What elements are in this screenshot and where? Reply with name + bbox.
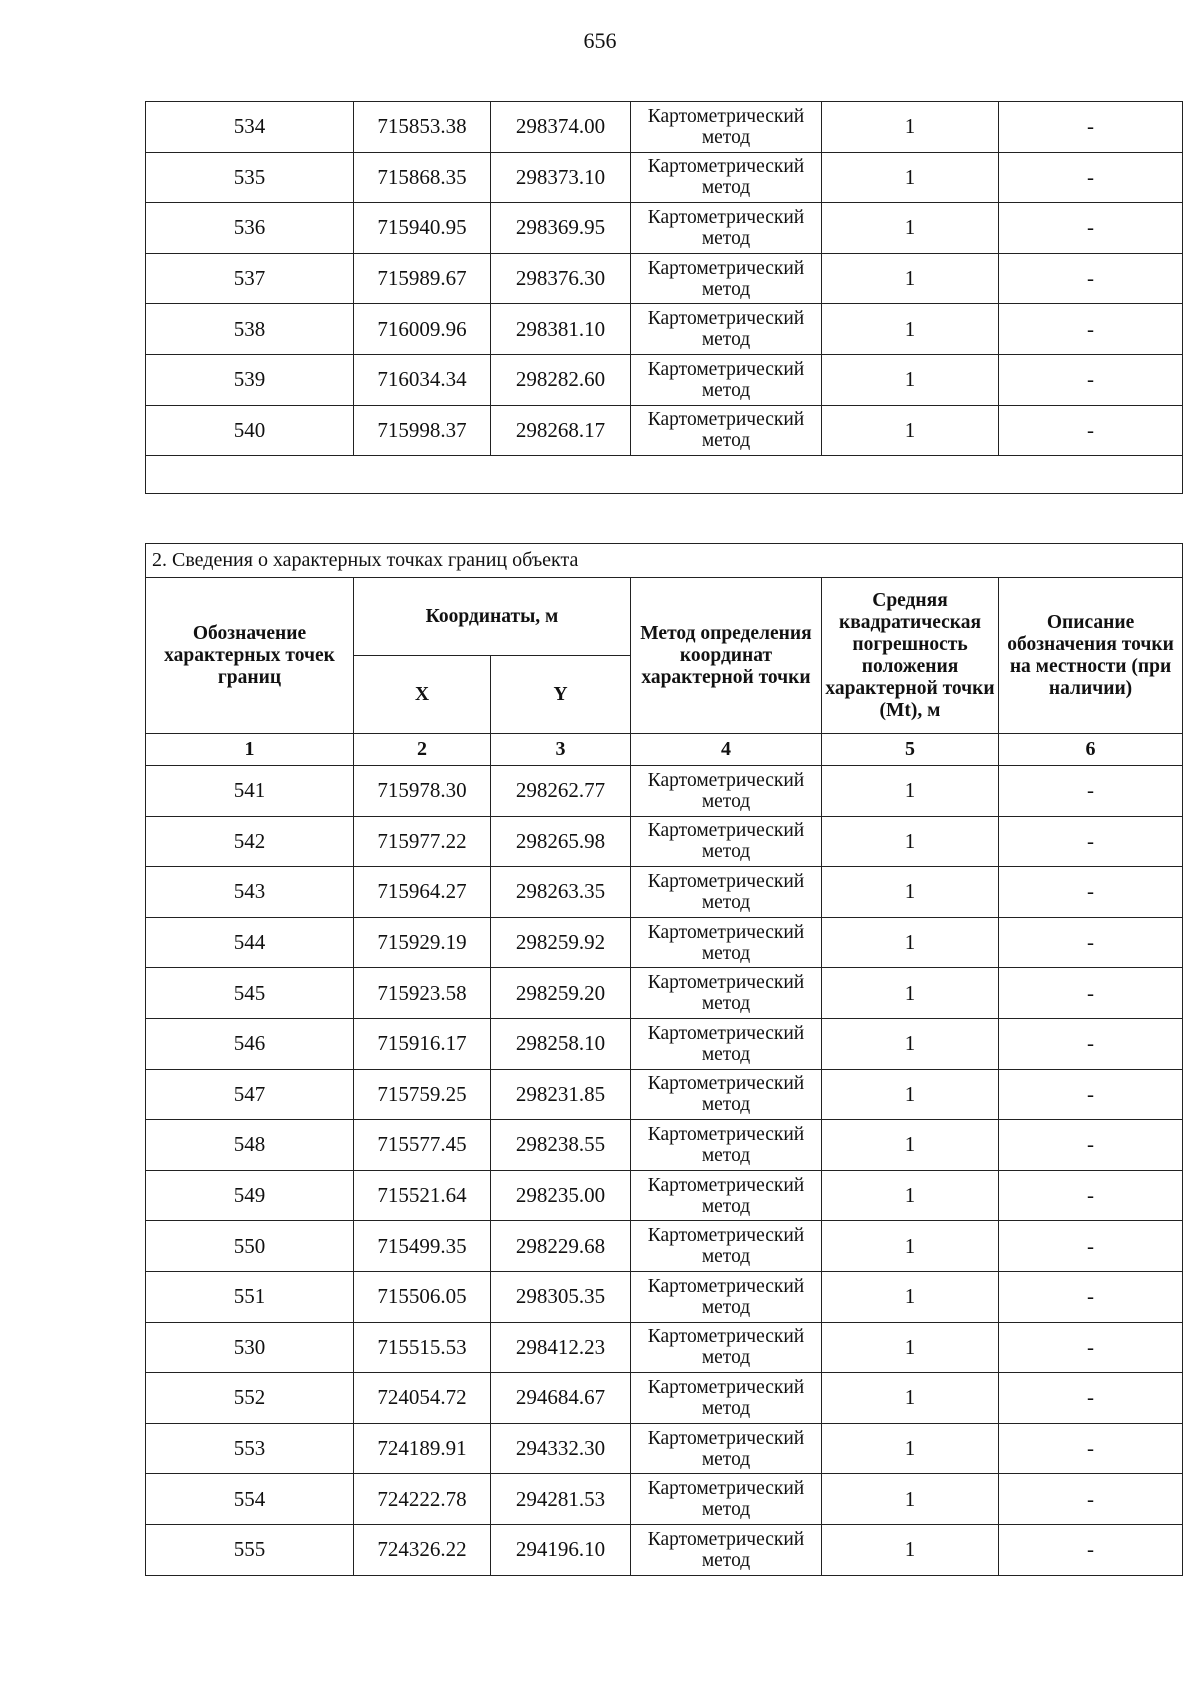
empty-footer-row	[146, 456, 1183, 494]
header-point: Обозначение характерных точек границ	[146, 578, 354, 734]
method-cell: Картометрический метод	[631, 102, 822, 153]
point-id-cell: 539	[146, 354, 354, 405]
point-id-cell: 547	[146, 1069, 354, 1120]
error-value-cell: 1	[822, 1474, 999, 1525]
y-coordinate-cell: 298229.68	[491, 1221, 631, 1272]
table-row	[146, 102, 1183, 153]
description-cell: -	[999, 1170, 1183, 1221]
column-number: 2	[354, 734, 491, 766]
description-cell: -	[999, 1373, 1183, 1424]
error-value-cell: 1	[822, 816, 999, 867]
x-coordinate-cell: 715989.67	[354, 253, 491, 304]
method-cell: Картометрический метод	[631, 1069, 822, 1120]
table-row	[146, 253, 1183, 304]
table-row	[146, 1322, 1183, 1373]
x-coordinate-cell: 715506.05	[354, 1271, 491, 1322]
table-row	[146, 968, 1183, 1019]
description-cell: -	[999, 1069, 1183, 1120]
x-coordinate-cell: 715978.30	[354, 766, 491, 817]
header-description: Описание обозначения точки на местности (при наличии)	[999, 578, 1183, 734]
error-value-cell: 1	[822, 1170, 999, 1221]
method-cell: Картометрический метод	[631, 405, 822, 456]
y-coordinate-cell: 298412.23	[491, 1322, 631, 1373]
error-value-cell: 1	[822, 1322, 999, 1373]
table-row	[146, 1018, 1183, 1069]
x-coordinate-cell: 715853.38	[354, 102, 491, 153]
method-cell: Картометрический метод	[631, 253, 822, 304]
column-number: 1	[146, 734, 354, 766]
method-cell: Картометрический метод	[631, 354, 822, 405]
method-cell: Картометрический метод	[631, 1170, 822, 1221]
header-y: Y	[491, 656, 631, 734]
y-coordinate-cell: 298259.92	[491, 917, 631, 968]
method-cell: Картометрический метод	[631, 1423, 822, 1474]
table-caption: 2. Сведения о характерных точках границ объекта	[146, 544, 1183, 578]
table2-body	[146, 766, 1183, 1576]
table-row	[146, 1474, 1183, 1525]
header-method: Метод определения координат характерной точки	[631, 578, 822, 734]
point-id-cell: 548	[146, 1120, 354, 1171]
method-cell: Картометрический метод	[631, 203, 822, 254]
error-value-cell: 1	[822, 917, 999, 968]
description-cell: -	[999, 354, 1183, 405]
empty-cell	[146, 456, 1183, 494]
y-coordinate-cell: 298262.77	[491, 766, 631, 817]
description-cell: -	[999, 1018, 1183, 1069]
table-row	[146, 917, 1183, 968]
x-coordinate-cell: 724222.78	[354, 1474, 491, 1525]
point-id-cell: 545	[146, 968, 354, 1019]
error-value-cell: 1	[822, 354, 999, 405]
point-id-cell: 546	[146, 1018, 354, 1069]
y-coordinate-cell: 294332.30	[491, 1423, 631, 1474]
error-value-cell: 1	[822, 1271, 999, 1322]
method-cell: Картометрический метод	[631, 1322, 822, 1373]
error-value-cell: 1	[822, 1018, 999, 1069]
method-cell: Картометрический метод	[631, 1120, 822, 1171]
description-cell: -	[999, 405, 1183, 456]
table1-body	[146, 102, 1183, 456]
point-id-cell: 541	[146, 766, 354, 817]
error-value-cell: 1	[822, 968, 999, 1019]
point-id-cell: 537	[146, 253, 354, 304]
description-cell: -	[999, 1423, 1183, 1474]
y-coordinate-cell: 298235.00	[491, 1170, 631, 1221]
point-id-cell: 551	[146, 1271, 354, 1322]
method-cell: Картометрический метод	[631, 1474, 822, 1525]
method-cell: Картометрический метод	[631, 1271, 822, 1322]
y-coordinate-cell: 298263.35	[491, 867, 631, 918]
table-row	[146, 1524, 1183, 1575]
method-cell: Картометрический метод	[631, 816, 822, 867]
x-coordinate-cell: 715916.17	[354, 1018, 491, 1069]
description-cell: -	[999, 867, 1183, 918]
y-coordinate-cell: 298259.20	[491, 968, 631, 1019]
x-coordinate-cell: 716034.34	[354, 354, 491, 405]
description-cell: -	[999, 816, 1183, 867]
point-id-cell: 553	[146, 1423, 354, 1474]
header-error: Средняя квадратическая погрешность положения характерной точки (Mt), м	[822, 578, 999, 734]
table-row	[146, 1373, 1183, 1424]
page-number: 656	[583, 28, 617, 53]
y-coordinate-cell: 298238.55	[491, 1120, 631, 1171]
y-coordinate-cell: 298268.17	[491, 405, 631, 456]
x-coordinate-cell: 715515.53	[354, 1322, 491, 1373]
point-id-cell: 544	[146, 917, 354, 968]
table-row	[146, 1069, 1183, 1120]
y-coordinate-cell: 298374.00	[491, 102, 631, 153]
table-row	[146, 405, 1183, 456]
y-coordinate-cell: 298373.10	[491, 152, 631, 203]
table-row	[146, 1423, 1183, 1474]
table-row	[146, 1170, 1183, 1221]
y-coordinate-cell: 298231.85	[491, 1069, 631, 1120]
boundary-points-table-continued	[145, 101, 1183, 494]
column-number: 3	[491, 734, 631, 766]
table-row	[146, 1271, 1183, 1322]
point-id-cell: 554	[146, 1474, 354, 1525]
point-id-cell: 540	[146, 405, 354, 456]
boundary-points-table	[145, 543, 1183, 1576]
error-value-cell: 1	[822, 405, 999, 456]
table-row	[146, 816, 1183, 867]
table-row	[146, 766, 1183, 817]
error-value-cell: 1	[822, 1373, 999, 1424]
table-row	[146, 203, 1183, 254]
x-coordinate-cell: 724189.91	[354, 1423, 491, 1474]
description-cell: -	[999, 1474, 1183, 1525]
header-x: X	[354, 656, 491, 734]
description-cell: -	[999, 766, 1183, 817]
table-row	[146, 867, 1183, 918]
description-cell: -	[999, 968, 1183, 1019]
table-caption-row	[146, 544, 1183, 578]
method-cell: Картометрический метод	[631, 968, 822, 1019]
point-id-cell: 543	[146, 867, 354, 918]
description-cell: -	[999, 102, 1183, 153]
x-coordinate-cell: 715923.58	[354, 968, 491, 1019]
description-cell: -	[999, 152, 1183, 203]
x-coordinate-cell: 716009.96	[354, 304, 491, 355]
description-cell: -	[999, 917, 1183, 968]
error-value-cell: 1	[822, 867, 999, 918]
x-coordinate-cell: 715929.19	[354, 917, 491, 968]
point-id-cell: 538	[146, 304, 354, 355]
table-row	[146, 304, 1183, 355]
point-id-cell: 549	[146, 1170, 354, 1221]
method-cell: Картометрический метод	[631, 1524, 822, 1575]
column-number: 4	[631, 734, 822, 766]
x-coordinate-cell: 715998.37	[354, 405, 491, 456]
header-coordinates: Координаты, м	[354, 578, 631, 656]
error-value-cell: 1	[822, 1221, 999, 1272]
y-coordinate-cell: 298381.10	[491, 304, 631, 355]
x-coordinate-cell: 715759.25	[354, 1069, 491, 1120]
method-cell: Картометрический метод	[631, 867, 822, 918]
error-value-cell: 1	[822, 1423, 999, 1474]
error-value-cell: 1	[822, 1069, 999, 1120]
point-id-cell: 550	[146, 1221, 354, 1272]
point-id-cell: 542	[146, 816, 354, 867]
y-coordinate-cell: 298376.30	[491, 253, 631, 304]
method-cell: Картометрический метод	[631, 1018, 822, 1069]
y-coordinate-cell: 294684.67	[491, 1373, 631, 1424]
x-coordinate-cell: 715577.45	[354, 1120, 491, 1171]
column-number: 6	[999, 734, 1183, 766]
description-cell: -	[999, 1271, 1183, 1322]
error-value-cell: 1	[822, 152, 999, 203]
header-row	[146, 578, 1183, 656]
column-numbers-row	[146, 734, 1183, 766]
point-id-cell: 535	[146, 152, 354, 203]
description-cell: -	[999, 1524, 1183, 1575]
error-value-cell: 1	[822, 102, 999, 153]
y-coordinate-cell: 298369.95	[491, 203, 631, 254]
x-coordinate-cell: 715868.35	[354, 152, 491, 203]
error-value-cell: 1	[822, 253, 999, 304]
point-id-cell: 534	[146, 102, 354, 153]
y-coordinate-cell: 294281.53	[491, 1474, 631, 1525]
method-cell: Картометрический метод	[631, 152, 822, 203]
y-coordinate-cell: 298282.60	[491, 354, 631, 405]
x-coordinate-cell: 715940.95	[354, 203, 491, 254]
error-value-cell: 1	[822, 1524, 999, 1575]
description-cell: -	[999, 1120, 1183, 1171]
x-coordinate-cell: 724054.72	[354, 1373, 491, 1424]
error-value-cell: 1	[822, 304, 999, 355]
x-coordinate-cell: 715499.35	[354, 1221, 491, 1272]
point-id-cell: 555	[146, 1524, 354, 1575]
error-value-cell: 1	[822, 1120, 999, 1171]
x-coordinate-cell: 715521.64	[354, 1170, 491, 1221]
y-coordinate-cell: 298305.35	[491, 1271, 631, 1322]
x-coordinate-cell: 724326.22	[354, 1524, 491, 1575]
method-cell: Картометрический метод	[631, 766, 822, 817]
error-value-cell: 1	[822, 766, 999, 817]
description-cell: -	[999, 1322, 1183, 1373]
y-coordinate-cell: 294196.10	[491, 1524, 631, 1575]
description-cell: -	[999, 253, 1183, 304]
description-cell: -	[999, 304, 1183, 355]
method-cell: Картометрический метод	[631, 304, 822, 355]
method-cell: Картометрический метод	[631, 917, 822, 968]
table-row	[146, 1221, 1183, 1272]
description-cell: -	[999, 203, 1183, 254]
description-cell: -	[999, 1221, 1183, 1272]
point-id-cell: 530	[146, 1322, 354, 1373]
method-cell: Картометрический метод	[631, 1373, 822, 1424]
point-id-cell: 536	[146, 203, 354, 254]
y-coordinate-cell: 298258.10	[491, 1018, 631, 1069]
x-coordinate-cell: 715977.22	[354, 816, 491, 867]
table-row	[146, 354, 1183, 405]
column-number: 5	[822, 734, 999, 766]
method-cell: Картометрический метод	[631, 1221, 822, 1272]
error-value-cell: 1	[822, 203, 999, 254]
x-coordinate-cell: 715964.27	[354, 867, 491, 918]
y-coordinate-cell: 298265.98	[491, 816, 631, 867]
table-row	[146, 1120, 1183, 1171]
table-row	[146, 152, 1183, 203]
point-id-cell: 552	[146, 1373, 354, 1424]
